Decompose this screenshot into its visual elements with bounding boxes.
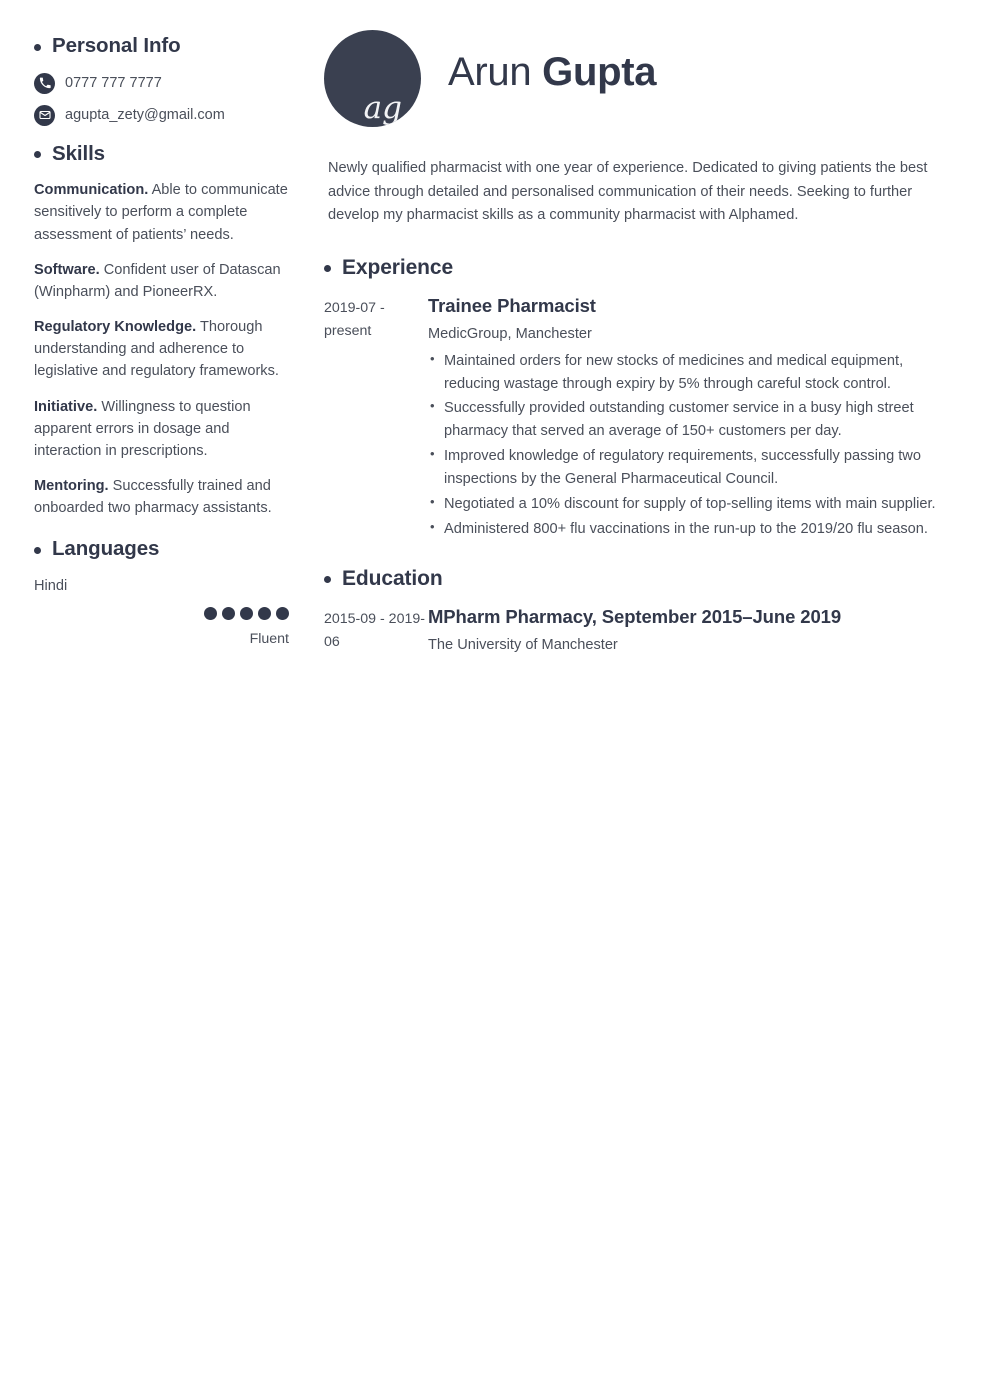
section-bullet-icon bbox=[34, 547, 41, 554]
skill-item bbox=[34, 259, 294, 303]
phone-icon bbox=[34, 73, 55, 94]
language-level: Fluent bbox=[249, 631, 289, 648]
skill-item bbox=[34, 179, 294, 246]
entry-title: Trainee Pharmacist bbox=[428, 295, 596, 317]
skill-description: Able to communicate sensitively to perform a complete assessment of patients’ needs. bbox=[34, 182, 288, 243]
section-bullet-icon bbox=[34, 44, 41, 51]
first-name: Arun bbox=[448, 50, 532, 94]
language-name: Hindi bbox=[34, 578, 68, 595]
experience-heading bbox=[324, 255, 956, 280]
entry-organization: The University of Manchester bbox=[428, 637, 618, 654]
education-entry bbox=[324, 605, 956, 656]
section-bullet-icon bbox=[324, 265, 331, 272]
professional-summary: Newly qualified pharmacist with one year of experience. Dedicated to giving patients the best advice through detailed and personalised communication of their needs. Seeking to further develop my pharmacist skills as a community pharmacist with Alphamed. bbox=[328, 160, 928, 224]
entry-organization: MedicGroup, Manchester bbox=[428, 326, 592, 343]
entry-body bbox=[428, 294, 956, 541]
email-value: agupta_zety@gmail.com bbox=[65, 106, 225, 123]
skill-item bbox=[34, 396, 294, 463]
skill-description: Confident user of Datascan (Winpharm) and PioneerRX. bbox=[34, 261, 281, 300]
bullet-item: • Negotiated a 10% discount for supply of top-selling items with main supplier. bbox=[428, 493, 956, 516]
avatar-initials: ag bbox=[363, 90, 402, 126]
education-heading bbox=[324, 566, 956, 591]
contact-item-email[interactable] bbox=[34, 105, 294, 126]
skill-name: Communication. bbox=[34, 182, 149, 199]
rating-dot-filled bbox=[240, 607, 253, 620]
entry-title: MPharm Pharmacy, September 2015–June 2019 bbox=[428, 606, 842, 628]
rating-dot-filled bbox=[204, 607, 217, 620]
section-bullet-icon bbox=[324, 576, 331, 583]
email-icon bbox=[34, 105, 55, 126]
personal-info-title: Personal Info bbox=[52, 34, 181, 57]
language-rating bbox=[34, 607, 294, 648]
skills-list bbox=[34, 179, 294, 519]
experience-entries bbox=[324, 294, 956, 541]
section-personal-info bbox=[34, 34, 294, 126]
education-entries bbox=[324, 605, 956, 656]
bullet-item: • Improved knowledge of regulatory requirements, successfully passing two inspections by the General Pharmaceutical Council. bbox=[428, 445, 956, 491]
bullet-item: • Successfully provided outstanding customer service in a busy high street pharmacy that served an average of 150+ customers per day. bbox=[428, 397, 956, 443]
bullet-item: • Maintained orders for new stocks of medicines and medical equipment, reducing wastage through expiry by 5% through careful stock control. bbox=[428, 350, 956, 396]
main-content bbox=[312, 0, 990, 656]
resume-header bbox=[324, 30, 956, 127]
entry-body bbox=[428, 605, 956, 656]
personal-info-heading bbox=[34, 34, 294, 59]
rating-dot-filled bbox=[222, 607, 235, 620]
rating-dot-filled bbox=[258, 607, 271, 620]
skill-item bbox=[34, 475, 294, 519]
last-name: Gupta bbox=[542, 50, 657, 94]
entry-dates: 2019-07 - present bbox=[324, 300, 385, 339]
entry-dates: 2015-09 - 2019-06 bbox=[324, 611, 425, 650]
skill-description: Successfully trained and onboarded two pharmacy assistants. bbox=[34, 478, 272, 517]
experience-entry bbox=[324, 294, 956, 541]
entry-bullets bbox=[428, 350, 956, 541]
section-education bbox=[324, 566, 956, 656]
bullet-item: • Administered 800+ flu vaccinations in the run-up to the 2019/20 flu season. bbox=[428, 518, 956, 541]
page-title bbox=[448, 50, 656, 94]
language-item bbox=[34, 576, 294, 649]
skill-name: Mentoring. bbox=[34, 478, 109, 495]
languages-title: Languages bbox=[52, 537, 160, 561]
name-block bbox=[448, 30, 656, 94]
skill-description: Thorough understanding and adherence to legislative and regulatory frameworks. bbox=[34, 319, 279, 380]
avatar bbox=[324, 30, 421, 127]
skills-title: Skills bbox=[52, 141, 105, 165]
contact-list bbox=[34, 73, 294, 126]
skill-name: Regulatory Knowledge. bbox=[34, 319, 197, 336]
rating-dot-filled bbox=[276, 607, 289, 620]
phone-value: 0777 777 7777 bbox=[65, 74, 162, 91]
skills-heading bbox=[34, 142, 294, 167]
skill-name: Initiative. bbox=[34, 398, 98, 415]
education-title: Education bbox=[342, 566, 443, 590]
section-experience bbox=[324, 255, 956, 541]
contact-item-phone[interactable] bbox=[34, 73, 294, 94]
section-languages bbox=[34, 537, 294, 648]
skill-item bbox=[34, 316, 294, 383]
skill-name: Software. bbox=[34, 261, 100, 278]
rating-dots bbox=[204, 607, 289, 620]
section-skills bbox=[34, 142, 294, 520]
section-bullet-icon bbox=[34, 151, 41, 158]
skill-description: Willingness to question apparent errors in dosage and interaction in prescriptions. bbox=[34, 398, 251, 459]
sidebar bbox=[0, 0, 312, 649]
experience-title: Experience bbox=[342, 255, 454, 279]
languages-heading bbox=[34, 537, 294, 562]
